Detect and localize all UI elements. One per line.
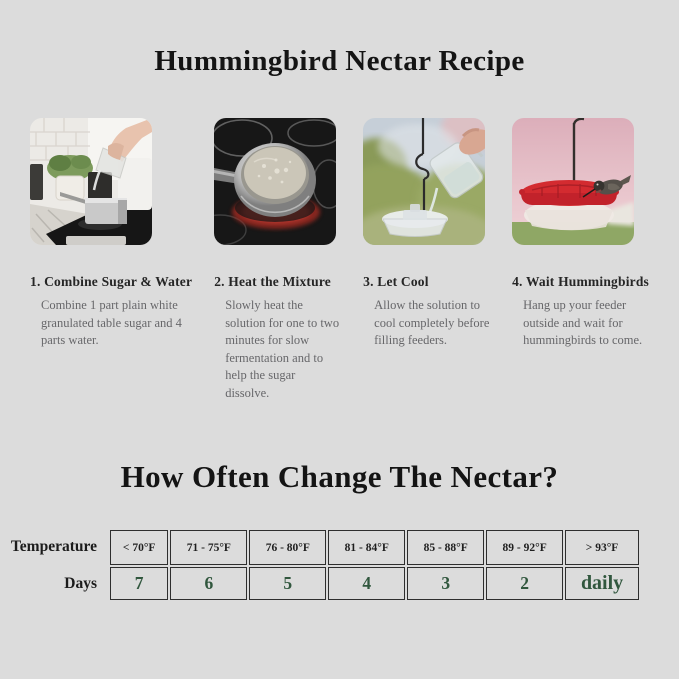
step-body: Slowly heat the solution for one to two minutes for slow fermentation and to help the sugar dissolve. xyxy=(225,298,340,400)
nectar-change-table xyxy=(0,528,679,602)
temperature-cell: 71 - 75°F xyxy=(170,530,247,565)
heat-mixture-photo xyxy=(214,118,336,245)
days-cell: 2 xyxy=(486,567,563,600)
temperature-cell: 85 - 88°F xyxy=(407,530,484,565)
step-heat xyxy=(214,118,341,402)
temperature-cell: 81 - 84°F xyxy=(328,530,405,565)
days-cell: daily xyxy=(565,567,639,600)
temperature-row xyxy=(110,530,639,565)
step-body: Hang up your feeder outside and wait for hummingbirds to come. xyxy=(523,298,643,347)
days-cell: 7 xyxy=(110,567,168,600)
temperature-cell: 76 - 80°F xyxy=(249,530,326,565)
table-row-labels xyxy=(8,528,108,602)
step-cool xyxy=(363,118,490,402)
combine-sugar-water-photo xyxy=(30,118,152,245)
days-row xyxy=(110,567,639,600)
days-cell: 5 xyxy=(249,567,326,600)
temperature-cell: 89 - 92°F xyxy=(486,530,563,565)
temperature-cell: > 93°F xyxy=(565,530,639,565)
step-heading: 1. Combine Sugar & Water xyxy=(30,274,193,289)
step-body: Allow the solution to cool completely before filling feeders. xyxy=(374,298,490,347)
days-row-label: Days xyxy=(64,574,97,592)
page-title: Hummingbird Nectar Recipe xyxy=(154,45,525,77)
days-cell: 4 xyxy=(328,567,405,600)
step-heading: 2. Heat the Mixture xyxy=(214,274,331,289)
days-cell: 3 xyxy=(407,567,484,600)
hummingbird-feeder-photo xyxy=(512,118,634,245)
step-body: Combine 1 part plain white granulated table sugar and 4 parts water. xyxy=(41,298,182,347)
section-title: How Often Change The Nectar? xyxy=(120,459,559,494)
step-wait xyxy=(512,118,649,402)
temperature-row-label: Temperature xyxy=(10,537,97,555)
step-combine xyxy=(30,118,192,402)
temperature-cell: < 70°F xyxy=(110,530,168,565)
temperature-days-table xyxy=(108,528,641,602)
step-heading: 4. Wait Hummingbirds xyxy=(512,274,649,289)
days-cell: 6 xyxy=(170,567,247,600)
let-cool-photo xyxy=(363,118,485,245)
recipe-steps xyxy=(0,118,679,402)
step-heading: 3. Let Cool xyxy=(363,274,429,289)
